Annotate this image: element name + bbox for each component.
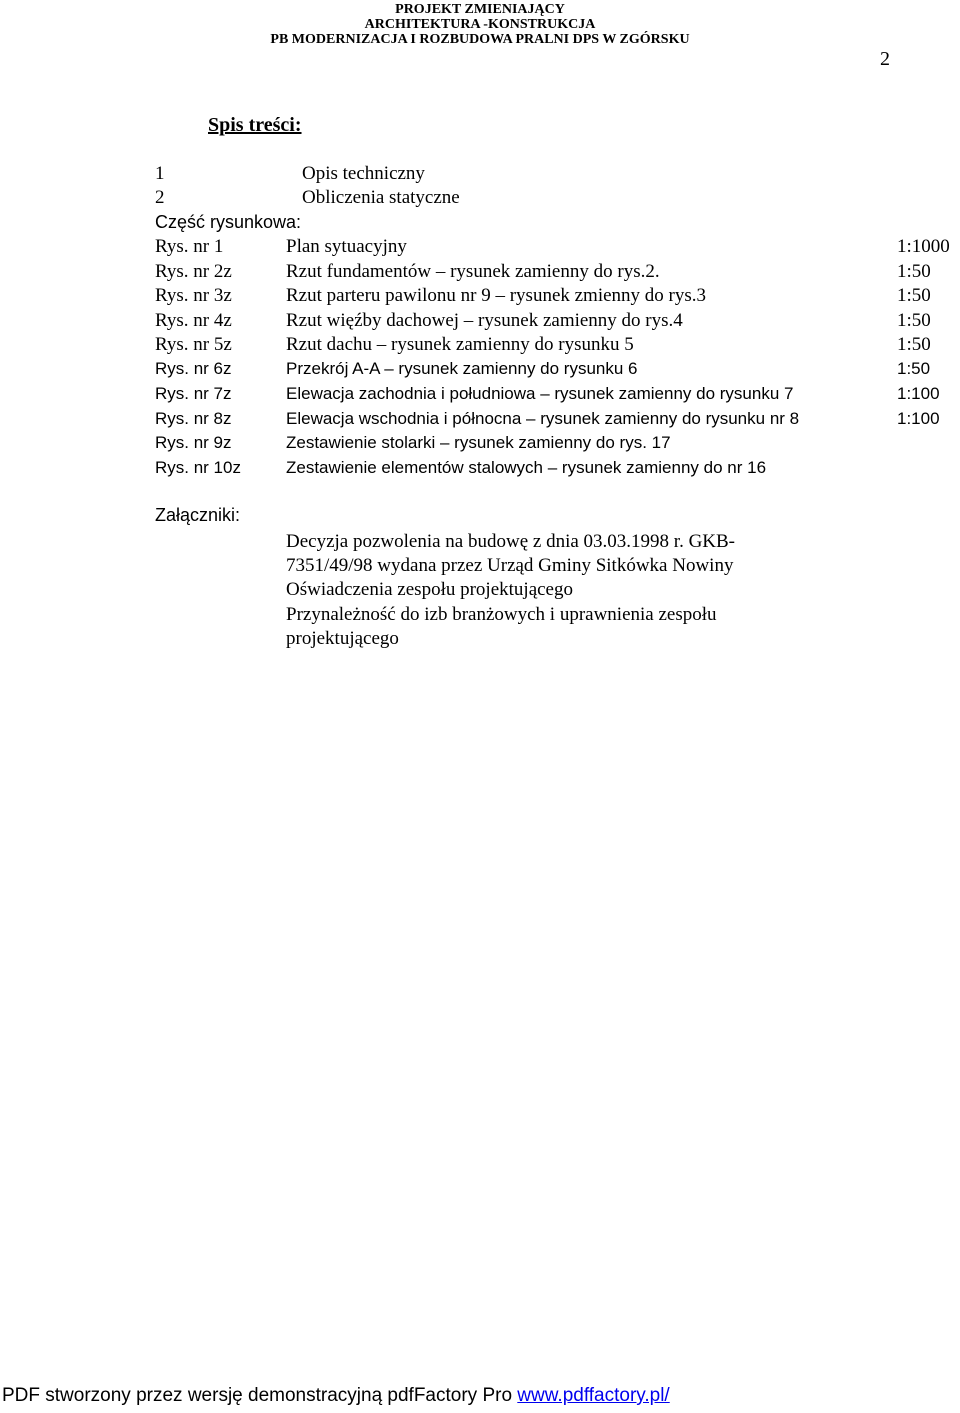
drawing-title: Rzut więźby dachowej – rysunek zamienny do rys.4 bbox=[286, 310, 683, 331]
toc-main-item-label: Obliczenia statyczne bbox=[302, 187, 460, 208]
attachment-line: Oświadczenia zespołu projektującego bbox=[286, 579, 573, 600]
toc-main-item-number: 1 bbox=[155, 163, 165, 184]
drawing-title: Rzut fundamentów – rysunek zamienny do rys.2. bbox=[286, 261, 660, 282]
drawing-number: Rys. nr 3z bbox=[155, 285, 232, 306]
pdf-footer bbox=[2, 1385, 670, 1407]
attachment-line: Przynależność do izb branżowych i uprawnienia zespołu bbox=[286, 604, 717, 625]
drawing-title: Zestawienie stolarki – rysunek zamienny do rys. 17 bbox=[286, 433, 671, 452]
drawing-number: Rys. nr 1 bbox=[155, 236, 224, 257]
drawing-row bbox=[155, 285, 960, 309]
attachment-line: Decyzja pozwolenia na budowę z dnia 03.03.1998 r. GKB- bbox=[286, 531, 736, 552]
drawing-title: Zestawienie elementów stalowych – rysunek zamienny do nr 16 bbox=[286, 458, 767, 477]
drawing-scale: 1:100 bbox=[897, 384, 940, 403]
attachment-line: projektującego bbox=[286, 628, 399, 649]
drawing-title: Przekrój A-A – rysunek zamienny do rysunku 6 bbox=[286, 359, 638, 378]
drawing-scale: 1:1000 bbox=[897, 236, 950, 257]
attachment-line: 7351/49/98 wydana przez Urząd Gminy Sitkówka Nowiny bbox=[286, 555, 734, 576]
page-number: 2 bbox=[880, 48, 890, 70]
drawing-row bbox=[155, 334, 960, 358]
drawing-number: Rys. nr 2z bbox=[155, 261, 232, 282]
drawing-scale: 1:100 bbox=[897, 409, 940, 428]
drawing-scale: 1:50 bbox=[897, 261, 931, 282]
drawing-row bbox=[155, 236, 960, 260]
document-header bbox=[0, 0, 960, 47]
drawing-title: Plan sytuacyjny bbox=[286, 236, 407, 257]
drawing-scale: 1:50 bbox=[897, 334, 931, 355]
drawing-row bbox=[155, 433, 960, 457]
drawing-scale: 1:50 bbox=[897, 285, 931, 306]
drawings-section-label: Część rysunkowa: bbox=[155, 212, 302, 232]
drawing-row bbox=[155, 310, 960, 334]
header-project-type: PROJEKT ZMIENIAJĄCY bbox=[395, 2, 565, 17]
toc-main-item-number: 2 bbox=[155, 187, 165, 208]
drawing-number: Rys. nr 8z bbox=[155, 409, 232, 428]
drawing-number: Rys. nr 6z bbox=[155, 359, 232, 378]
toc-main-item-label: Opis techniczny bbox=[302, 163, 425, 184]
drawing-number: Rys. nr 9z bbox=[155, 433, 232, 452]
drawing-title: Elewacja zachodnia i południowa – rysunek zamienny do rysunku 7 bbox=[286, 384, 794, 403]
drawing-number: Rys. nr 4z bbox=[155, 310, 232, 331]
drawing-row bbox=[155, 384, 960, 408]
toc-title: Spis treści: bbox=[208, 114, 302, 136]
drawing-number: Rys. nr 10z bbox=[155, 458, 241, 477]
drawing-title: Rzut parteru pawilonu nr 9 – rysunek zmienny do rys.3 bbox=[286, 285, 707, 306]
header-discipline: ARCHITEKTURA -KONSTRUKCJA bbox=[364, 17, 596, 32]
drawing-scale: 1:50 bbox=[897, 359, 931, 378]
header-project-title: PB MODERNIZACJA I ROZBUDOWA PRALNI DPS W ZGÓRSKU bbox=[270, 32, 690, 47]
attachments-label: Załączniki: bbox=[155, 505, 241, 525]
drawing-row bbox=[155, 458, 960, 482]
footer-text: PDF stworzony przez wersję demonstracyjną pdfFactory Pro bbox=[2, 1385, 518, 1406]
drawing-title: Rzut dachu – rysunek zamienny do rysunku 5 bbox=[286, 334, 634, 355]
drawing-scale: 1:50 bbox=[897, 310, 931, 331]
drawing-row bbox=[155, 359, 960, 383]
drawing-row bbox=[155, 409, 960, 433]
drawing-title: Elewacja wschodnia i północna – rysunek zamienny do rysunku nr 8 bbox=[286, 409, 800, 428]
footer-link[interactable]: www.pdffactory.pl/ bbox=[517, 1385, 670, 1406]
drawing-number: Rys. nr 7z bbox=[155, 384, 232, 403]
drawing-row bbox=[155, 261, 960, 285]
drawing-number: Rys. nr 5z bbox=[155, 334, 232, 355]
